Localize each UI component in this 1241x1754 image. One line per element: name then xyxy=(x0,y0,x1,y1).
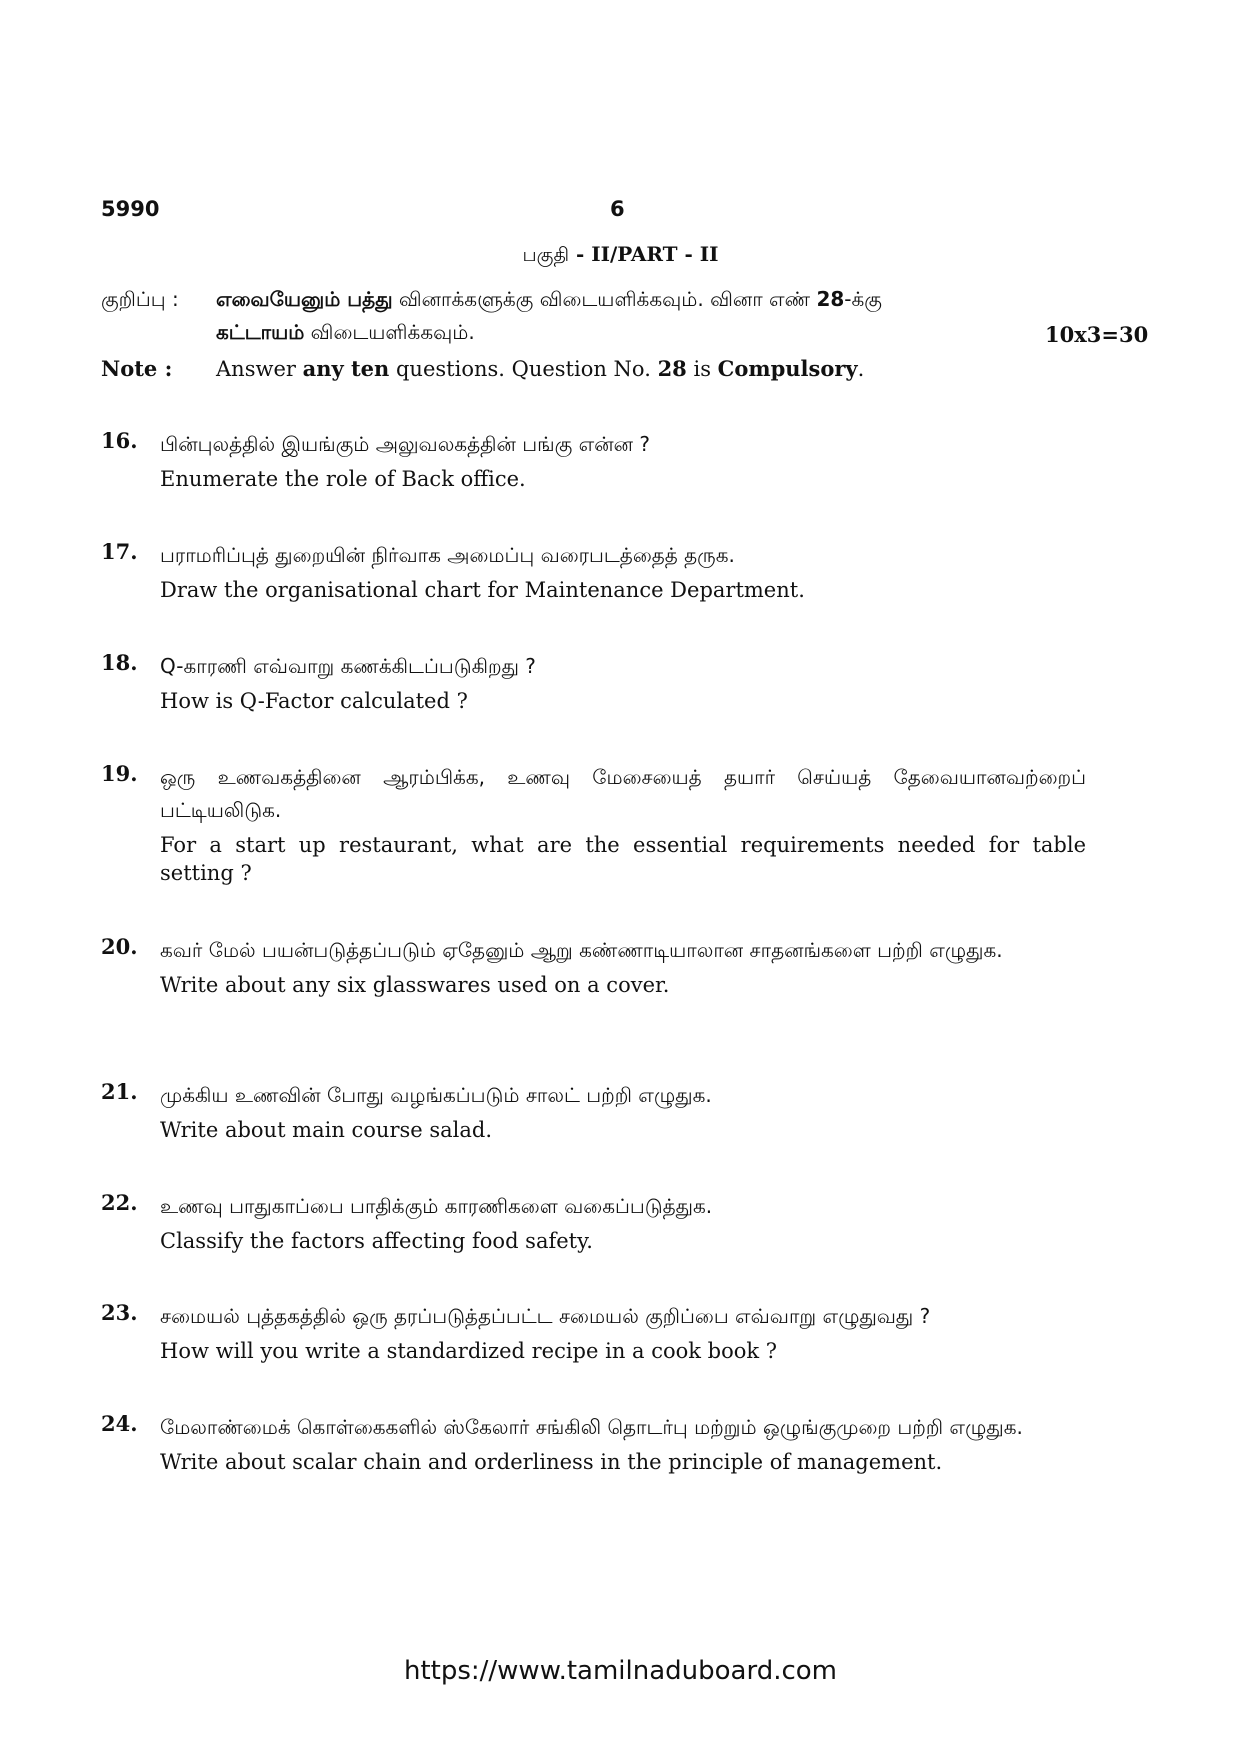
question-number: 22. xyxy=(101,1190,138,1215)
question-23 xyxy=(101,1300,1086,1365)
question-english: How is Q-Factor calculated ? xyxy=(160,689,468,713)
question-tamil: பின்புலத்தில் இயங்கும் அலுவலகத்தின் பங்கு என்ன ? xyxy=(160,432,651,456)
question-17 xyxy=(101,539,1086,604)
question-tamil: சமையல் புத்தகத்தில் ஒரு தரப்படுத்தப்பட்ட சமையல் குறிப்பை எவ்வாறு எழுதுவது ? xyxy=(160,1304,931,1328)
question-22 xyxy=(101,1190,1086,1255)
question-20 xyxy=(101,934,1086,999)
question-english: Write about main course salad. xyxy=(160,1118,493,1142)
question-english: For a start up restaurant, what are the essential requirements needed for table setting ? xyxy=(160,833,1086,885)
part-heading xyxy=(0,242,1241,269)
question-19 xyxy=(101,761,1086,887)
note-english-bold-3: Compulsory xyxy=(717,356,858,381)
question-english: Classify the factors affecting food safety. xyxy=(160,1229,593,1253)
question-number: 17. xyxy=(101,539,138,564)
note-tamil-text-3: விடையளிக்கவும். xyxy=(304,320,475,344)
part-heading-tamil: பகுதி xyxy=(522,244,570,266)
question-tamil: கவர் மேல் பயன்படுத்தப்படும் ஏதேனும் ஆறு கண்ணாடியாலான சாதனங்களை பற்றி எழுதுக. xyxy=(160,938,1003,962)
note-tamil-text-2: -க்கு xyxy=(844,287,882,311)
note-english-text-3: is xyxy=(686,357,718,381)
question-number: 19. xyxy=(101,761,138,786)
question-number: 21. xyxy=(101,1079,138,1104)
question-english: How will you write a standardized recipe in a cook book ? xyxy=(160,1339,778,1363)
note-english-bold-2: 28 xyxy=(657,356,687,381)
note-english xyxy=(216,356,864,381)
question-number: 18. xyxy=(101,650,138,675)
question-16 xyxy=(101,428,1086,493)
footer-url: https://www.tamilnaduboard.com xyxy=(403,1656,838,1686)
marks-allocation: 10x3=30 xyxy=(1045,322,1149,347)
question-tamil: உணவு பாதுகாப்பை பாதிக்கும் காரணிகளை வகைப்படுத்துக. xyxy=(160,1194,713,1218)
question-number: 23. xyxy=(101,1300,138,1325)
question-18 xyxy=(101,650,1086,715)
note-tamil-bold-2: 28 xyxy=(816,287,845,311)
note-tamil-line-1 xyxy=(216,287,1076,314)
question-tamil: ஒரு உணவகத்தினை ஆரம்பிக்க, உணவு மேசையைத் தயார் செய்யத் தேவையானவற்றைப் பட்டியலிடுக. xyxy=(160,765,1086,822)
question-english: Write about scalar chain and orderliness in the principle of management. xyxy=(160,1450,943,1474)
question-24 xyxy=(101,1411,1086,1476)
question-tamil: முக்கிய உணவின் போது வழங்கப்படும் சாலட் பற்றி எழுதுக. xyxy=(160,1083,712,1107)
note-tamil-text-1: வினாக்களுக்கு விடையளிக்கவும். வினா எண் xyxy=(392,287,817,311)
question-number: 20. xyxy=(101,934,138,959)
question-number: 16. xyxy=(101,428,138,453)
part-heading-english: - II/PART - II xyxy=(569,242,719,266)
page-number: 6 xyxy=(610,197,625,221)
question-21 xyxy=(101,1079,1086,1144)
note-english-text-1: Answer xyxy=(216,357,303,381)
question-tamil: மேலாண்மைக் கொள்கைகளில் ஸ்கேலார் சங்கிலி தொடர்பு மற்றும் ஒழுங்குமுறை பற்றி எழுதுக. xyxy=(160,1415,1023,1439)
question-english: Draw the organisational chart for Maintenance Department. xyxy=(160,578,805,602)
note-label-tamil: குறிப்பு : xyxy=(101,287,179,311)
question-tamil: Q-காரணி எவ்வாறு கணக்கிடப்படுகிறது ? xyxy=(160,654,536,678)
note-english-bold-1: any ten xyxy=(302,356,390,381)
question-english: Enumerate the role of Back office. xyxy=(160,467,526,491)
note-english-text-4: . xyxy=(857,357,865,381)
question-number: 24. xyxy=(101,1411,138,1436)
note-english-text-2: questions. Question No. xyxy=(389,357,658,381)
question-english: Write about any six glasswares used on a cover. xyxy=(160,973,670,997)
note-label-english: Note : xyxy=(101,356,173,381)
question-tamil: பராமரிப்புத் துறையின் நிர்வாக அமைப்பு வரைபடத்தைத் தருக. xyxy=(160,543,735,567)
paper-code: 5990 xyxy=(101,197,160,221)
note-tamil-line-2 xyxy=(216,320,475,347)
note-tamil-bold-1: எவையேனும் பத்து xyxy=(216,287,393,311)
note-tamil-bold-3: கட்டாயம் xyxy=(216,320,305,344)
